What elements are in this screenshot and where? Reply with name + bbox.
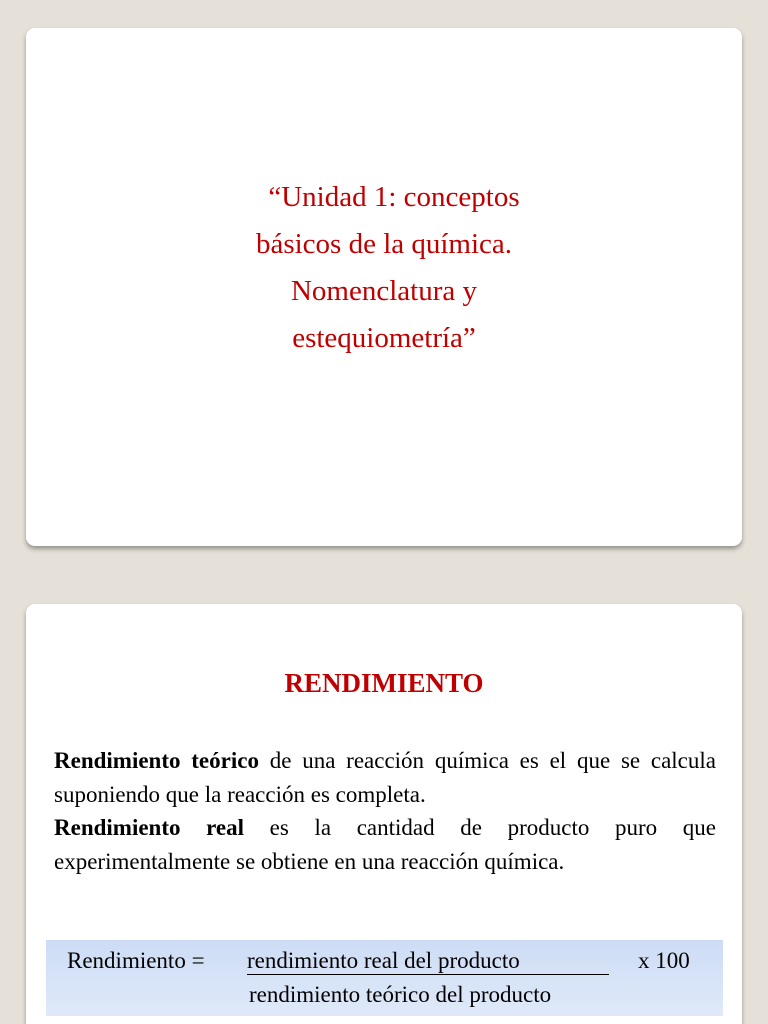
title-line: Nomenclatura y [290,275,477,307]
definition-term: Rendimiento real [54,815,245,840]
title-line: básicos de la química. [255,228,513,260]
slide-2 [26,604,742,1024]
definition-text: de una reacción química es el que se calcula suponiendo que la reacción es completa. [54,748,716,807]
slide-body [54,744,716,878]
slide-heading: RENDIMIENTO [284,668,484,698]
definition-text: es la cantidad de producto puro que experimentalmente se obtiene en una reacción química. [54,815,716,874]
slide-1 [26,28,742,546]
definition-paragraph [54,744,716,811]
title-line: estequiometría” [292,322,476,354]
formula-multiplier: x 100 [638,948,690,973]
formula-label: Rendimiento = [67,948,205,973]
definition-paragraph [54,811,716,878]
definition-term: Rendimiento teórico [54,748,259,773]
title-line: “Unidad 1: conceptos [268,181,520,213]
formula-numerator: rendimiento real del producto [247,948,609,975]
formula-box [46,940,723,1016]
slide-title [26,174,742,362]
formula-denominator: rendimiento teórico del producto [249,982,552,1007]
